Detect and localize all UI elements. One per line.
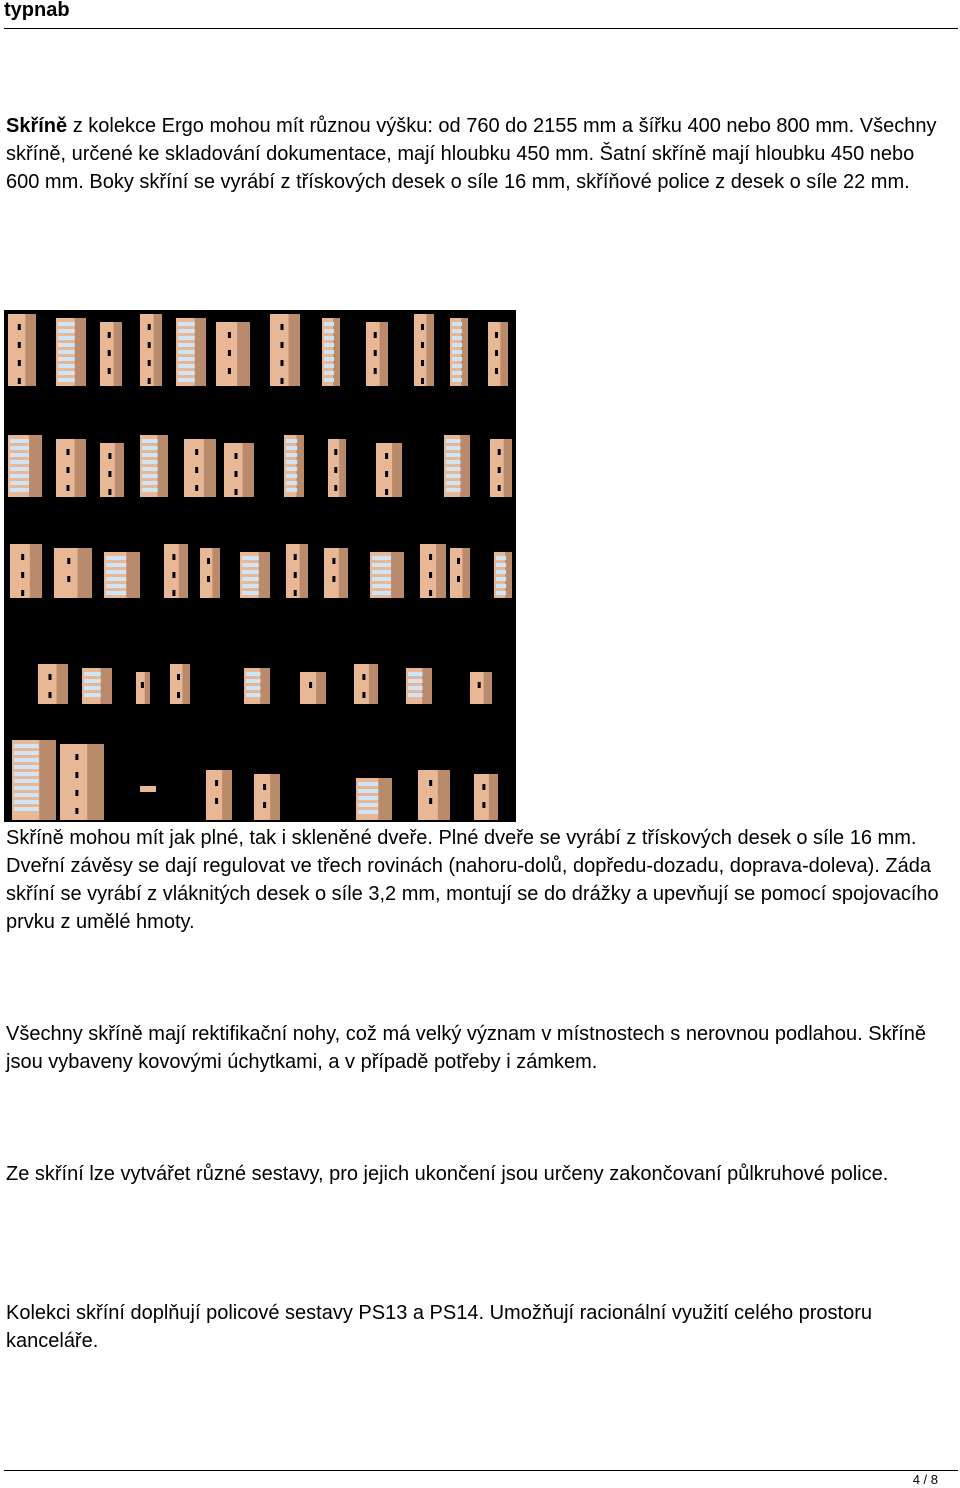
cabinet-glass — [14, 793, 39, 797]
cabinet-glass — [10, 453, 29, 457]
cabinet-catalog-image — [4, 310, 516, 822]
cabinet-handle — [294, 572, 297, 578]
cabinet-side — [270, 774, 280, 820]
cabinet-handle — [148, 342, 151, 348]
cabinet-side — [339, 439, 346, 497]
cabinet-handle — [332, 576, 335, 582]
cabinet-glass — [246, 672, 261, 676]
cabinet-glass — [142, 481, 158, 485]
cabinet-glass — [106, 584, 126, 588]
cabinet-handle — [18, 342, 21, 348]
cabinet-handle — [177, 674, 180, 680]
cabinet-glass — [408, 693, 423, 697]
cabinet-glass — [242, 556, 259, 560]
cabinet-side — [145, 672, 150, 704]
cabinet-glass — [10, 446, 29, 450]
cabinet-glass — [14, 765, 39, 769]
cabinet-handle — [495, 368, 498, 374]
cabinet-glass — [446, 474, 461, 478]
cabinet-side — [289, 314, 300, 386]
cabinet-handle — [67, 449, 70, 455]
cabinet-glass — [324, 336, 334, 340]
cabinet-glass — [178, 364, 195, 368]
cabinet-glass — [14, 779, 39, 783]
cabinet-handle — [281, 378, 284, 384]
cabinet-side — [114, 322, 122, 386]
cabinet-handle — [67, 558, 70, 564]
cabinet-glass — [452, 371, 462, 375]
cabinet-glass — [452, 343, 462, 347]
cabinet-glass — [408, 672, 423, 676]
cabinet-handle — [215, 780, 218, 786]
cabinet-glass — [58, 329, 75, 333]
cabinet-glass — [496, 563, 506, 567]
cabinet-glass — [496, 556, 506, 560]
cabinet-handle — [177, 692, 180, 698]
cabinet-glass — [58, 364, 75, 368]
cabinet-glass — [242, 577, 259, 581]
cabinet-catalog-drawing — [4, 310, 516, 822]
cabinet-glass — [286, 467, 297, 471]
cabinet-glass — [452, 357, 462, 361]
cabinet-handle — [334, 467, 337, 473]
cabinet-side — [436, 544, 446, 598]
cabinet-side — [182, 664, 190, 704]
cabinet-handle — [294, 554, 297, 560]
cabinet-handle — [195, 449, 198, 455]
cabinet-handle — [421, 342, 424, 348]
cabinet-glass — [446, 439, 461, 443]
cabinet-handle — [49, 674, 52, 680]
cabinet-handle — [495, 350, 498, 356]
cabinet-side — [57, 664, 68, 704]
cabinet-glass — [14, 744, 39, 748]
cabinet-handle — [215, 798, 218, 804]
cabinet-glass — [246, 679, 261, 683]
cabinet-handle — [495, 332, 498, 338]
paragraph-dimensions — [6, 112, 946, 196]
cabinet-glass — [246, 693, 261, 697]
cabinet-glass — [10, 488, 29, 492]
cabinet-handle — [21, 590, 24, 596]
cabinet-side — [260, 668, 270, 704]
cabinet-side — [504, 439, 512, 497]
cabinet-side — [126, 552, 140, 598]
cabinet-glass — [286, 481, 297, 485]
cabinet-handle — [108, 471, 111, 477]
cabinet-glass — [84, 679, 101, 683]
cabinet-glass — [178, 322, 195, 326]
cabinet-side — [391, 552, 404, 598]
cabinet-glass — [242, 563, 259, 567]
cabinet-handle — [67, 485, 70, 491]
cabinet-handle — [18, 324, 21, 330]
cabinet-glass — [178, 350, 195, 354]
cabinet-handle — [362, 674, 365, 680]
paragraph-doors: Skříně mohou mít jak plné, tak i skleněné dveře. Plné dveře se vyrábí z třískových desek o síle 16 mm. Dveřní závěsy se dají regulovat ve třech rovinách (nahoru-dolů, dopředu-dozadu, doprava-doleva). Záda skříní se vyrábí z vláknitých desek o síle 3,2 mm, montují se do drážky a upevňují se pomocí spojovacího prvku z umělé hmoty. — [6, 827, 939, 933]
cabinet-glass — [372, 591, 391, 595]
cabinet-handle — [67, 576, 70, 582]
cabinet-glass — [242, 584, 259, 588]
cabinet-glass — [14, 800, 39, 804]
cabinet-glass — [452, 336, 462, 340]
cabinet-handle — [75, 808, 78, 814]
cabinet-handle — [478, 682, 481, 688]
cabinet-side — [75, 439, 86, 497]
cabinet-side — [392, 443, 402, 497]
cabinet-glass — [372, 563, 391, 567]
cabinet-glass — [142, 474, 158, 478]
cabinet-glass — [372, 584, 391, 588]
cabinet-side — [75, 318, 86, 386]
cabinet-handle — [498, 449, 501, 455]
cabinet-handle — [207, 558, 210, 564]
cabinet-glass — [58, 343, 75, 347]
cabinet-glass — [286, 453, 297, 457]
cabinet-glass — [446, 467, 461, 471]
cabinet-glass — [324, 329, 334, 333]
cabinet-glass — [324, 364, 334, 368]
cabinet-side — [195, 318, 206, 386]
cabinet-handle — [75, 754, 78, 760]
cabinet-side — [505, 552, 512, 598]
cabinet-glass — [452, 350, 462, 354]
cabinet-side — [222, 770, 232, 820]
cabinet-glass — [496, 570, 506, 574]
cabinet-glass — [446, 446, 461, 450]
cabinet-glass — [408, 686, 423, 690]
cabinet-glass — [10, 439, 29, 443]
cabinet-glass — [496, 584, 506, 588]
cabinet-side — [489, 774, 498, 820]
cabinet-handle — [108, 453, 111, 459]
cabinet-glass — [324, 357, 334, 361]
cabinet-handle — [18, 360, 21, 366]
cabinet-glass — [446, 460, 461, 464]
cabinet-glass — [246, 686, 261, 690]
cabinet-glass — [58, 350, 75, 354]
cabinet-handle — [362, 692, 365, 698]
cabinet-glass — [142, 460, 158, 464]
cabinet-glass — [106, 591, 126, 595]
cabinet-glass — [446, 488, 461, 492]
cabinet-glass — [324, 350, 334, 354]
cabinet-handle — [75, 772, 78, 778]
page-number: 4 / 8 — [912, 1472, 938, 1487]
cabinet-glass — [10, 467, 29, 471]
cabinet-handle — [108, 332, 111, 338]
page-header-title: typnab — [4, 0, 70, 21]
cabinet-glass — [324, 322, 334, 326]
cabinet-glass — [142, 488, 158, 492]
cabinet-glass — [106, 563, 126, 567]
cabinet-glass — [286, 460, 297, 464]
cabinet-side — [25, 314, 36, 386]
cabinet-glass — [142, 453, 158, 457]
cabinet-glass — [452, 329, 462, 333]
cabinet-handle — [228, 368, 231, 374]
cabinet-handle — [263, 802, 266, 808]
cabinet-glass — [106, 556, 126, 560]
cabinet-glass — [286, 446, 297, 450]
cabinet-glass — [242, 591, 259, 595]
cabinet-glass — [58, 357, 75, 361]
cabinet-side — [426, 314, 434, 386]
cabinet-handle — [429, 780, 432, 786]
cabinet-glass — [358, 810, 378, 814]
cabinet-glass — [14, 751, 39, 755]
cabinet-glass — [142, 446, 158, 450]
cabinet-glass — [178, 343, 195, 347]
footer-divider — [4, 1470, 958, 1471]
cabinet-handle — [235, 489, 238, 495]
cabinet-handle — [21, 554, 24, 560]
cabinet-handle — [385, 471, 388, 477]
cabinet-side — [154, 314, 162, 386]
cabinet-handle — [207, 576, 210, 582]
cabinet-glass — [452, 322, 462, 326]
cabinet-glass — [372, 556, 391, 560]
cabinet-handle — [281, 360, 284, 366]
cabinet-handle — [498, 467, 501, 473]
cabinet-handle — [334, 485, 337, 491]
cabinet-side — [460, 435, 470, 497]
cabinet-glass — [58, 378, 75, 382]
cabinet-handle — [18, 378, 21, 384]
cabinet-side — [462, 548, 470, 598]
cabinet-handle — [228, 350, 231, 356]
cabinet-glass — [14, 807, 39, 811]
cabinet-side — [212, 548, 220, 598]
cabinet-handle — [75, 790, 78, 796]
cabinet-side — [30, 544, 42, 598]
cabinet-handle — [385, 453, 388, 459]
cabinet-glass — [324, 371, 334, 375]
cabinet-glass — [10, 474, 29, 478]
cabinet-handle — [235, 471, 238, 477]
cabinet-side — [87, 744, 104, 820]
cabinet-glass — [242, 570, 259, 574]
cabinet-handle — [148, 324, 151, 330]
cabinet-side — [422, 668, 432, 704]
cabinet-handle — [172, 572, 175, 578]
cabinet-handle — [385, 489, 388, 495]
cabinet-handle — [108, 350, 111, 356]
cabinet-glass — [358, 796, 378, 800]
cabinet-glass — [58, 322, 75, 326]
cabinet-handle — [195, 485, 198, 491]
cabinet-side — [101, 668, 112, 704]
cabinet-handle — [141, 682, 144, 688]
cabinet-side — [296, 435, 304, 497]
cabinet-glass — [446, 481, 461, 485]
cabinet-handle — [421, 360, 424, 366]
cabinet-glass — [14, 786, 39, 790]
cabinet-side — [237, 322, 250, 386]
cabinet-glass — [496, 577, 506, 581]
cabinet-glass — [286, 474, 297, 478]
cabinet-side — [500, 322, 508, 386]
cabinet-handle — [309, 682, 312, 688]
cabinet-glass — [10, 481, 29, 485]
cabinet-glass — [178, 329, 195, 333]
cabinet-side — [378, 778, 392, 820]
cabinet-glass — [84, 672, 101, 676]
cabinet-handle — [334, 449, 337, 455]
cabinet-side — [369, 664, 378, 704]
cabinet-handle — [195, 467, 198, 473]
cabinet-glass — [358, 782, 378, 786]
cabinet-side — [243, 443, 254, 497]
cabinet-handle — [235, 453, 238, 459]
cabinet-glass — [286, 439, 297, 443]
cabinet-side — [339, 548, 348, 598]
cabinet-side — [29, 435, 42, 497]
cabinet-glass — [106, 570, 126, 574]
cabinet-side — [39, 740, 56, 820]
cabinet-glass — [142, 439, 158, 443]
cabinet-handle — [482, 802, 485, 808]
cabinet-glass — [14, 758, 39, 762]
cabinet-glass — [178, 336, 195, 340]
cabinet-glass — [324, 343, 334, 347]
cabinet-handle — [148, 378, 151, 384]
cabinet-glass — [10, 460, 29, 464]
cabinet-handle — [228, 332, 231, 338]
cabinet-glass — [84, 686, 101, 690]
cabinet-side — [157, 435, 168, 497]
paragraph-lead-bold: Skříně — [6, 115, 68, 137]
cabinet-glass — [358, 803, 378, 807]
cabinet-handle — [281, 324, 284, 330]
cabinet-handle — [429, 798, 432, 804]
cabinet-handle — [148, 360, 151, 366]
cabinet-handle — [429, 554, 432, 560]
cabinet-handle — [67, 467, 70, 473]
cabinet-handle — [263, 784, 266, 790]
cabinet-handle — [49, 692, 52, 698]
cabinet-glass — [106, 577, 126, 581]
cabinet-shape — [140, 786, 156, 792]
cabinet-handle — [421, 324, 424, 330]
cabinet-handle — [421, 378, 424, 384]
cabinet-glass — [452, 364, 462, 368]
paragraph-shelving: Kolekci skříní doplňují policové sestavy PS13 a PS14. Umožňují racionální využití celého prostoru kanceláře. — [6, 1302, 872, 1352]
cabinet-side — [179, 544, 188, 598]
cabinet-glass — [372, 577, 391, 581]
cabinet-handle — [457, 558, 460, 564]
cabinet-handle — [498, 485, 501, 491]
cabinet-side — [204, 439, 216, 497]
cabinet-handle — [374, 332, 377, 338]
cabinet-handle — [108, 368, 111, 374]
cabinet-side — [380, 322, 388, 386]
paragraph-feet: Všechny skříně mají rektifikační nohy, což má velký význam v místnostech s nerovnou podlahou. Skříně jsou vybaveny kovovými úchytkami, a v případě potřeby i zámkem. — [6, 1023, 927, 1073]
cabinet-glass — [178, 378, 195, 382]
cabinet-handle — [482, 784, 485, 790]
cabinet-side — [333, 318, 340, 386]
cabinet-handle — [108, 489, 111, 495]
cabinet-glass — [372, 570, 391, 574]
cabinet-glass — [446, 453, 461, 457]
cabinet-glass — [84, 693, 101, 697]
cabinet-glass — [286, 488, 297, 492]
cabinet-glass — [14, 772, 39, 776]
cabinet-glass — [324, 378, 334, 382]
cabinet-glass — [142, 467, 158, 471]
paragraph-sets: Ze skříní lze vytvářet různé sestavy, pro jejich ukončení jsou určeny zakončovaní půlkruhové police. — [6, 1163, 889, 1185]
cabinet-handle — [21, 572, 24, 578]
cabinet-glass — [496, 591, 506, 595]
cabinet-side — [316, 672, 326, 704]
cabinet-glass — [178, 371, 195, 375]
cabinet-handle — [172, 554, 175, 560]
cabinet-handle — [172, 590, 175, 596]
cabinet-handle — [374, 368, 377, 374]
cabinet-side — [461, 318, 468, 386]
cabinet-side — [484, 672, 492, 704]
header-divider — [4, 28, 958, 29]
cabinet-handle — [332, 558, 335, 564]
cabinet-handle — [374, 350, 377, 356]
cabinet-glass — [358, 789, 378, 793]
cabinet-handle — [281, 342, 284, 348]
cabinet-glass — [408, 679, 423, 683]
paragraph-dimensions-text: z kolekce Ergo mohou mít různou výšku: od 760 do 2155 mm a šířku 400 nebo 800 mm. Všechny skříně, určené ke skladování dokumentace, mají hloubku 450 mm. Šatní skříně mají hloubku 450 nebo 600 mm. Boky skříní se vyrábí z třískových desek o síle 16 mm, skříňové police z desek o síle 22 mm. — [6, 115, 937, 193]
cabinet-side — [259, 552, 270, 598]
cabinet-glass — [452, 378, 462, 382]
cabinet-side — [115, 443, 124, 497]
cabinet-glass — [58, 336, 75, 340]
cabinet-side — [78, 548, 92, 598]
cabinet-handle — [429, 590, 432, 596]
cabinet-glass — [178, 357, 195, 361]
cabinet-handle — [457, 576, 460, 582]
cabinet-side — [438, 770, 450, 820]
cabinet-side — [300, 544, 308, 598]
cabinet-handle — [429, 572, 432, 578]
cabinet-glass — [58, 371, 75, 375]
cabinet-handle — [294, 590, 297, 596]
